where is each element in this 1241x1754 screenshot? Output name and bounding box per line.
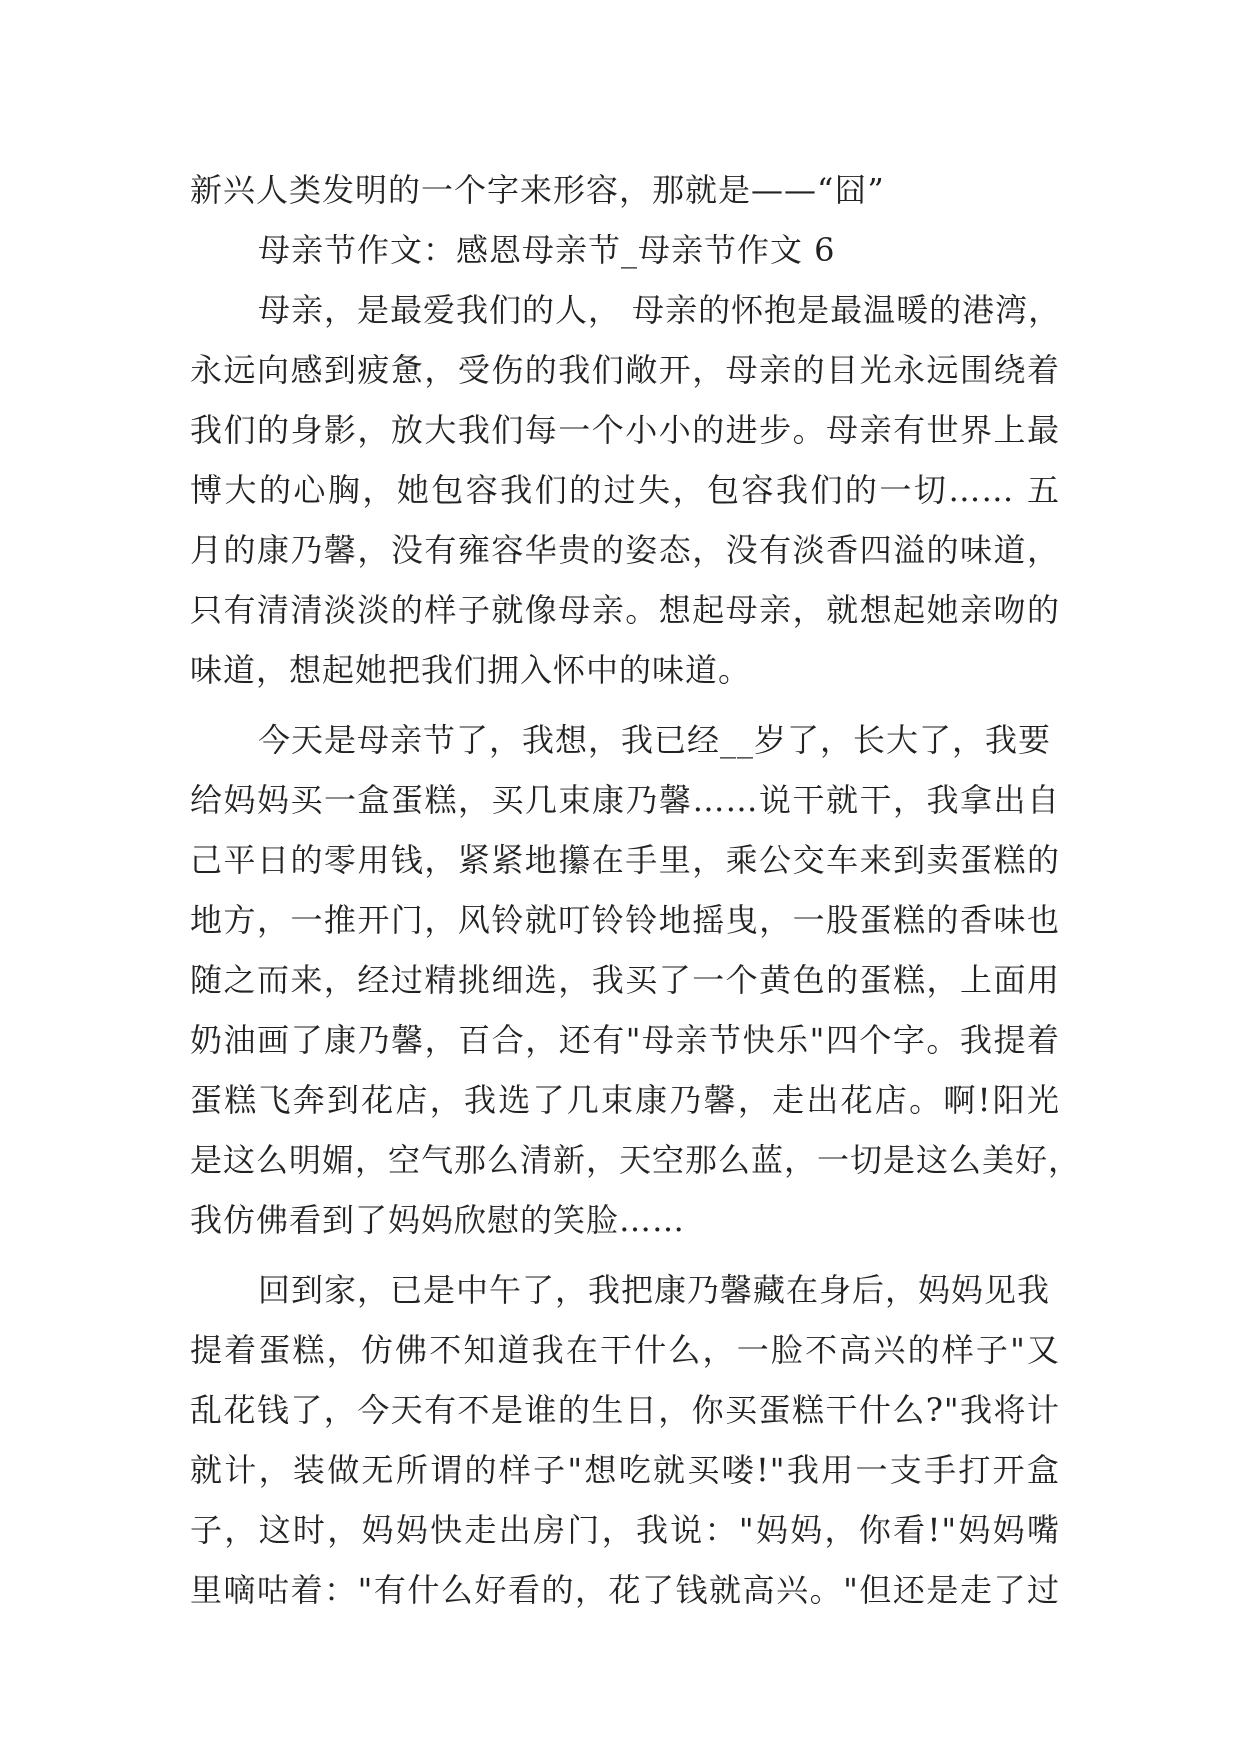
paragraph-line: 回到家，已是中午了，我把康乃馨藏在身后，妈妈见我: [258, 1271, 1051, 1309]
paragraph-line: 蛋糕飞奔到花店，我选了几束康乃馨，走出花店。啊!阳光: [190, 1081, 1060, 1119]
paragraph-line: 今天是母亲节了，我想，我已经__岁了，长大了，我要: [258, 721, 1052, 759]
paragraph-line: 地方，一推开门，风铃就叮铃铃地摇曳，一股蛋糕的香味也: [190, 901, 1060, 939]
paragraph-line: 乱花钱了，今天有不是谁的生日，你买蛋糕干什么?"我将计: [190, 1391, 1060, 1429]
paragraph-line: 是这么明媚，空气那么清新，天空那么蓝，一切是这么美好，: [190, 1141, 1082, 1179]
paragraph-line: 母亲，是最爱我们的人， 母亲的怀抱是最温暖的港湾，: [258, 291, 1062, 329]
paragraph-line: 新兴人类发明的一个字来形容，那就是——“囧”: [190, 171, 885, 209]
paragraph-line: 永远向感到疲惫，受伤的我们敞开，母亲的目光永远围绕着: [190, 351, 1060, 389]
paragraph-line: 己平日的零用钱，紧紧地攥在手里，乘公交车来到卖蛋糕的: [190, 841, 1060, 879]
paragraph-line: 随之而来，经过精挑细选，我买了一个黄色的蛋糕，上面用: [190, 961, 1060, 999]
paragraph-line: 味道，想起她把我们拥入怀中的味道。: [190, 651, 752, 689]
paragraph-line: 我仿佛看到了妈妈欣慰的笑脸……: [190, 1201, 686, 1239]
essay-title: 母亲节作文：感恩母亲节_母亲节作文 6: [258, 231, 836, 269]
paragraph-line: 奶油画了康乃馨，百合，还有"母亲节快乐"四个字。我提着: [190, 1021, 1060, 1059]
paragraph-line: 只有清清淡淡的样子就像母亲。想起母亲，就想起她亲吻的: [190, 591, 1060, 629]
essay-body: [190, 160, 1082, 1620]
paragraph-line: 月的康乃馨，没有雍容华贵的姿态，没有淡香四溢的味道，: [190, 531, 1060, 569]
paragraph-line: 博大的心胸，她包容我们的过失，包容我们的一切…… 五: [190, 471, 1060, 509]
paragraph-line: 给妈妈买一盒蛋糕，买几束康乃馨……说干就干，我拿出自: [190, 781, 1060, 819]
paragraph-line: 就计，装做无所谓的样子"想吃就买喽!"我用一支手打开盒: [190, 1451, 1060, 1489]
paragraph-line: 提着蛋糕，仿佛不知道我在干什么，一脸不高兴的样子"又: [190, 1331, 1060, 1369]
paragraph-line: 我们的身影，放大我们每一个小小的进步。母亲有世界上最: [190, 411, 1060, 449]
paragraph-line: 里嘀咕着："有什么好看的，花了钱就高兴。"但还是走了过: [190, 1571, 1060, 1609]
paragraph-line: 子，这时，妈妈快走出房门，我说："妈妈，你看!"妈妈嘴: [190, 1511, 1060, 1549]
